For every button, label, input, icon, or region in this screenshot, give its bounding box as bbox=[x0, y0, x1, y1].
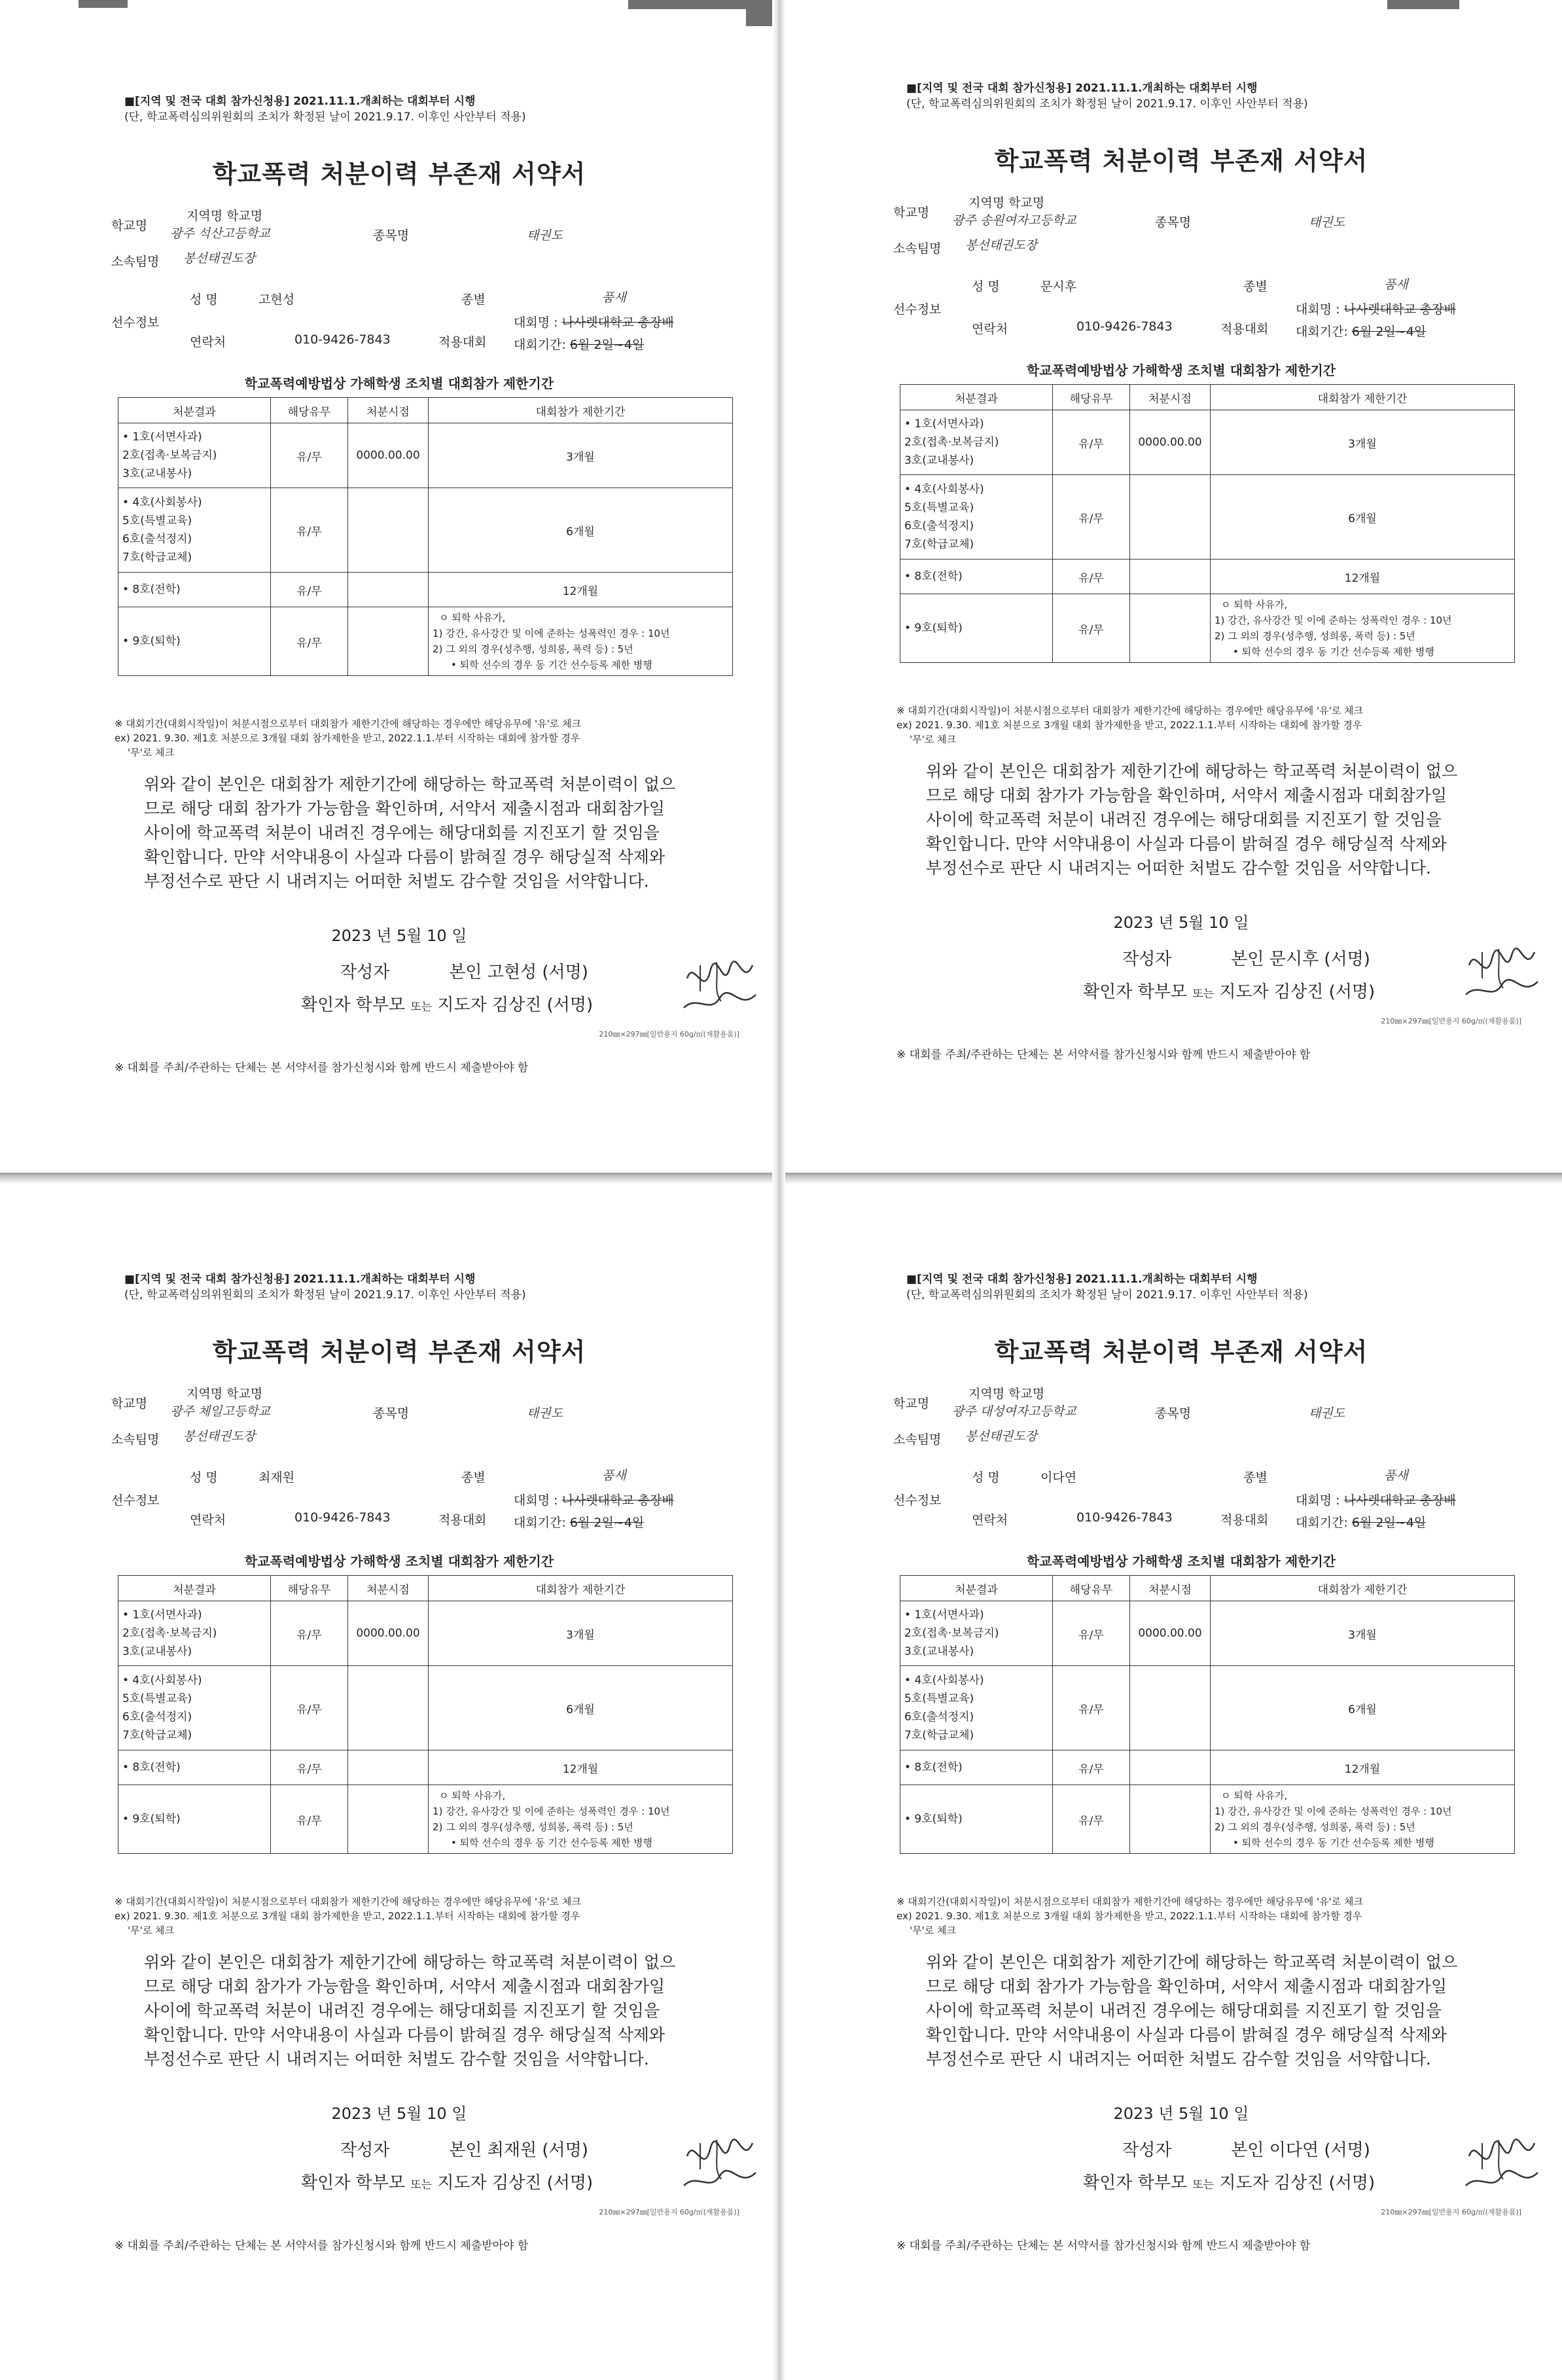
col-limit: 대회참가 제한기간 bbox=[1211, 1576, 1515, 1601]
contact-value: 010-9426-7843 bbox=[294, 1510, 391, 1525]
confirmer-line: 확인자 학부모 또는 지도자 김상진 (서명) bbox=[1083, 2173, 1376, 2193]
limit-cell: 6개월 bbox=[1211, 1666, 1515, 1750]
result-cell: • 8호(전학) bbox=[900, 1750, 1053, 1785]
time-cell bbox=[1130, 1666, 1211, 1750]
writer-line: 작성자 본인 이다연 (서명) bbox=[1122, 2140, 1370, 2160]
table-row bbox=[118, 1785, 733, 1854]
applicable-cell: 유/무 bbox=[1053, 559, 1130, 594]
name-value: 이다연 bbox=[1040, 1470, 1077, 1485]
contact-label: 연락처 bbox=[972, 322, 1008, 336]
note-line-3: '무'로 체크 bbox=[128, 1925, 174, 1936]
col-applicable: 해당유무 bbox=[1053, 1576, 1130, 1601]
limit-cell: ㅇ 퇴학 사유가, 1) 강간, 유사강간 및 이에 준하는 성폭력인 경우 : 10년 2) 그 외의 경우(성추행, 성희롱, 폭력 등) : 5년 • 퇴학 선수의 경우 동 기간 선수등록 제한 병행 bbox=[1211, 1785, 1515, 1854]
team-value: 봉선태권도장 bbox=[965, 1429, 1038, 1444]
footer-note: ※ 대회를 주최/주관하는 단체는 본 서약서를 참가신청시와 함께 반드시 제출받아야 함 bbox=[896, 2239, 1311, 2252]
time-cell bbox=[348, 573, 429, 607]
name-label: 성 명 bbox=[190, 1470, 218, 1485]
col-result: 처분결과 bbox=[118, 398, 271, 423]
name-label: 성 명 bbox=[972, 1470, 1000, 1485]
form-title: 학교폭력 처분이력 부존재 서약서 bbox=[994, 1338, 1368, 1366]
col-result: 처분결과 bbox=[900, 385, 1053, 410]
table-row bbox=[118, 573, 733, 607]
section-title: 학교폭력예방법상 가해학생 조치별 대회참가 제한기간 bbox=[244, 1554, 554, 1569]
sport-label: 종목명 bbox=[1155, 215, 1192, 230]
col-limit: 대회참가 제한기간 bbox=[429, 398, 733, 423]
sport-value: 태권도 bbox=[1309, 1406, 1345, 1421]
table-row bbox=[118, 488, 733, 573]
sport-label: 종목명 bbox=[373, 228, 410, 243]
limit-cell: 12개월 bbox=[1211, 559, 1515, 594]
table-row bbox=[900, 475, 1515, 559]
school-label: 학교명 bbox=[111, 1396, 148, 1411]
signature-scribble bbox=[681, 952, 759, 1018]
writer-line: 작성자 본인 최재원 (서명) bbox=[340, 2140, 588, 2160]
note bbox=[115, 717, 756, 760]
notice-line-1: ■[지역 및 전국 대회 참가신청용] 2021.11.1.개최하는 대회부터 시행 bbox=[124, 95, 476, 108]
sport-value: 태권도 bbox=[1309, 215, 1345, 230]
note bbox=[896, 1894, 1538, 1938]
result-cell: • 9호(퇴학) bbox=[900, 1785, 1053, 1854]
result-cell: • 4호(사회봉사) 5호(특별교육) 6호(출석정지) 7호(학급교체) bbox=[900, 475, 1053, 559]
result-cell: • 9호(퇴학) bbox=[900, 594, 1053, 663]
writer-line: 작성자 본인 문시후 (서명) bbox=[1122, 950, 1370, 969]
limit-cell: 3개월 bbox=[429, 423, 733, 488]
result-cell: • 8호(전학) bbox=[118, 573, 271, 607]
signature-scribble bbox=[1463, 939, 1541, 1004]
info-section bbox=[815, 190, 1548, 353]
note-line-2: ex) 2021. 9.30. 제1호 처분으로 3개월 대회 참가제한을 받고, 2022.1.1.부터 시작하는 대회에 참가할 경우 bbox=[896, 1910, 1362, 1922]
team-value: 봉선태권도장 bbox=[183, 1429, 256, 1444]
applied-competition-label: 적용대회 bbox=[438, 1513, 487, 1527]
note-line-3: '무'로 체크 bbox=[128, 747, 174, 758]
applicable-cell: 유/무 bbox=[271, 1785, 348, 1854]
note-line-2: ex) 2021. 9.30. 제1호 처분으로 3개월 대회 참가제한을 받고, 2022.1.1.부터 시작하는 대회에 참가할 경우 bbox=[896, 719, 1362, 731]
time-cell bbox=[348, 1785, 429, 1854]
form-title: 학교폭력 처분이력 부존재 서약서 bbox=[212, 160, 586, 188]
name-value: 고현성 bbox=[258, 293, 295, 307]
contact-value: 010-9426-7843 bbox=[1076, 1510, 1173, 1525]
competition-period: 대회기간: 6월 2일~4일 bbox=[1296, 1516, 1427, 1530]
table-row bbox=[118, 1750, 733, 1785]
col-applicable: 해당유무 bbox=[1053, 385, 1130, 410]
limit-cell: 12개월 bbox=[429, 573, 733, 607]
limit-cell: 6개월 bbox=[1211, 475, 1515, 559]
notice-line-1: ■[지역 및 전국 대회 참가신청용] 2021.11.1.개최하는 대회부터 시행 bbox=[124, 1273, 476, 1286]
col-limit: 대회참가 제한기간 bbox=[1211, 385, 1515, 410]
col-time: 처분시점 bbox=[1130, 1576, 1211, 1601]
weight-value: 품새 bbox=[602, 1468, 626, 1483]
note bbox=[896, 703, 1538, 747]
applied-competition-label: 적용대회 bbox=[1220, 322, 1269, 336]
region-school-label: 지역명 학교명 bbox=[186, 1387, 263, 1401]
limit-cell: 6개월 bbox=[429, 1666, 733, 1750]
applied-competition-label: 적용대회 bbox=[438, 335, 487, 349]
pledge-date: 2023 년 5월 10 일 bbox=[1113, 914, 1249, 932]
athlete-info-label: 선수정보 bbox=[893, 302, 942, 317]
weight-label: 종별 bbox=[461, 1470, 486, 1485]
table-row bbox=[900, 1666, 1515, 1750]
competition-name: 대회명 : 나사렛대학교 총장배 bbox=[1296, 302, 1456, 317]
time-cell bbox=[348, 607, 429, 676]
sport-label: 종목명 bbox=[1155, 1406, 1192, 1421]
name-label: 성 명 bbox=[190, 293, 218, 307]
paper-spec: 210㎜×297㎜[일반용지 60g/㎡(재활용품)] bbox=[599, 2208, 739, 2216]
limit-cell: 12개월 bbox=[1211, 1750, 1515, 1785]
athlete-info-label: 선수정보 bbox=[111, 1493, 160, 1508]
confirmer-line: 확인자 학부모 또는 지도자 김상진 (서명) bbox=[1083, 982, 1376, 1002]
notice bbox=[124, 1271, 526, 1303]
table-row bbox=[118, 423, 733, 488]
result-cell: • 1호(서면사과) 2호(접촉·보복금지) 3호(교내봉사) bbox=[900, 1601, 1053, 1666]
notice-line-1: ■[지역 및 전국 대회 참가신청용] 2021.11.1.개최하는 대회부터 시행 bbox=[906, 82, 1258, 95]
note-line-3: '무'로 체크 bbox=[910, 734, 956, 745]
table-row bbox=[900, 1750, 1515, 1785]
school-value: 광주 대성여자고등학교 bbox=[952, 1404, 1076, 1419]
pledge-date: 2023 년 5월 10 일 bbox=[331, 927, 467, 945]
applicable-cell: 유/무 bbox=[271, 1601, 348, 1666]
team-label: 소속팀명 bbox=[111, 1432, 160, 1447]
paper-spec: 210㎜×297㎜[일반용지 60g/㎡(재활용품)] bbox=[1381, 1017, 1521, 1025]
applicable-cell: 유/무 bbox=[1053, 594, 1130, 663]
time-cell bbox=[1130, 594, 1211, 663]
info-section bbox=[33, 1381, 766, 1544]
table-row bbox=[900, 559, 1515, 594]
sport-value: 태권도 bbox=[527, 228, 563, 243]
name-value: 문시후 bbox=[1040, 279, 1077, 294]
applicable-cell: 유/무 bbox=[1053, 410, 1130, 475]
table-row bbox=[118, 1666, 733, 1750]
weight-value: 품새 bbox=[1384, 1468, 1408, 1483]
note-line-3: '무'로 체크 bbox=[910, 1925, 956, 1936]
confirmer-line: 확인자 학부모 또는 지도자 김상진 (서명) bbox=[301, 995, 594, 1015]
result-cell: • 9호(퇴학) bbox=[118, 1785, 271, 1854]
name-label: 성 명 bbox=[972, 279, 1000, 294]
school-label: 학교명 bbox=[111, 219, 148, 233]
restriction-table bbox=[900, 1575, 1515, 1854]
col-applicable: 해당유무 bbox=[271, 398, 348, 423]
region-school-label: 지역명 학교명 bbox=[968, 1387, 1045, 1401]
writer-line: 작성자 본인 고현성 (서명) bbox=[340, 963, 588, 982]
school-label: 학교명 bbox=[893, 205, 930, 220]
note-line-1: ※ 대회기간(대회시작일)이 처분시점으로부터 대회참가 제한기간에 해당하는 경우에만 해당유무에 '유'로 체크 bbox=[896, 705, 1363, 717]
pledge-text: 위와 같이 본인은 대회참가 제한기간에 해당하는 학교폭력 처분이력이 없으 므로 해당 대회 참가가 가능함을 확인하며, 서약서 제출시점과 대회참가일 사이에 학교폭력 처분이 내려진 경우에는 해당대회를 지진포기 할 것임을 확인합니다. 만약 서약내용이 사실과 다름이 밝혀질 경우 해당실적 삭제와 부정선수로 판단 시 내려지는 어떠한 처벌도 감수할 것임을 서약합니다. bbox=[926, 1953, 1458, 2069]
note-line-1: ※ 대회기간(대회시작일)이 처분시점으로부터 대회참가 제한기간에 해당하는 경우에만 해당유무에 '유'로 체크 bbox=[115, 1896, 581, 1908]
note-line-2: ex) 2021. 9.30. 제1호 처분으로 3개월 대회 참가제한을 받고, 2022.1.1.부터 시작하는 대회에 참가할 경우 bbox=[115, 732, 580, 744]
weight-label: 종별 bbox=[461, 293, 486, 307]
result-cell: • 4호(사회봉사) 5호(특별교육) 6호(출석정지) 7호(학급교체) bbox=[118, 488, 271, 573]
paper-spec: 210㎜×297㎜[일반용지 60g/㎡(재활용품)] bbox=[599, 1030, 739, 1039]
time-cell bbox=[1130, 475, 1211, 559]
col-result: 처분결과 bbox=[900, 1576, 1053, 1601]
contact-label: 연락처 bbox=[190, 335, 226, 349]
applied-competition-label: 적용대회 bbox=[1220, 1513, 1269, 1527]
competition-name: 대회명 : 나사렛대학교 총장배 bbox=[514, 315, 674, 330]
limit-cell: 12개월 bbox=[429, 1750, 733, 1785]
region-school-label: 지역명 학교명 bbox=[968, 196, 1045, 210]
contact-label: 연락처 bbox=[190, 1513, 226, 1527]
table-row bbox=[900, 1785, 1515, 1854]
limit-cell: 6개월 bbox=[429, 488, 733, 573]
limit-cell: 3개월 bbox=[1211, 410, 1515, 475]
pledge-form-3 bbox=[33, 1194, 766, 2346]
school-value: 광주 석산고등학교 bbox=[170, 226, 270, 241]
competition-period: 대회기간: 6월 2일~4일 bbox=[514, 1516, 645, 1530]
team-value: 봉선태권도장 bbox=[183, 251, 256, 266]
school-value: 광주 송원여자고등학교 bbox=[952, 213, 1076, 228]
pledge-form-4 bbox=[815, 1194, 1548, 2346]
col-applicable: 해당유무 bbox=[271, 1576, 348, 1601]
result-cell: • 8호(전학) bbox=[118, 1750, 271, 1785]
notice bbox=[906, 80, 1308, 112]
limit-cell: ㅇ 퇴학 사유가, 1) 강간, 유사강간 및 이에 준하는 성폭력인 경우 : 10년 2) 그 외의 경우(성추행, 성희롱, 폭력 등) : 5년 • 퇴학 선수의 경우 동 기간 선수등록 제한 병행 bbox=[1211, 594, 1515, 663]
page-divider-vertical bbox=[772, 0, 785, 2380]
team-label: 소속팀명 bbox=[893, 241, 942, 256]
name-value: 최재원 bbox=[258, 1470, 295, 1485]
applicable-cell: 유/무 bbox=[1053, 475, 1130, 559]
pledge-date: 2023 년 5월 10 일 bbox=[1113, 2105, 1249, 2123]
limit-cell: ㅇ 퇴학 사유가, 1) 강간, 유사강간 및 이에 준하는 성폭력인 경우 : 10년 2) 그 외의 경우(성추행, 성희롱, 폭력 등) : 5년 • 퇴학 선수의 경우 동 기간 선수등록 제한 병행 bbox=[429, 607, 733, 676]
time-cell bbox=[348, 1750, 429, 1785]
table-row bbox=[118, 1601, 733, 1666]
weight-value: 품새 bbox=[1384, 277, 1408, 292]
note-line-1: ※ 대회기간(대회시작일)이 처분시점으로부터 대회참가 제한기간에 해당하는 경우에만 해당유무에 '유'로 체크 bbox=[115, 718, 581, 730]
time-cell: 0000.00.00 bbox=[348, 1601, 429, 1666]
time-cell bbox=[348, 488, 429, 573]
school-label: 학교명 bbox=[893, 1396, 930, 1411]
notice-line-2: (단, 학교폭력심의위원회의 조치가 확정된 날이 2021.9.17. 이후인 사안부터 적용) bbox=[906, 1288, 1308, 1302]
time-cell: 0000.00.00 bbox=[1130, 1601, 1211, 1666]
pledge-text: 위와 같이 본인은 대회참가 제한기간에 해당하는 학교폭력 처분이력이 없으 므로 해당 대회 참가가 가능함을 확인하며, 서약서 제출시점과 대회참가일 사이에 학교폭력 처분이 내려진 경우에는 해당대회를 지진포기 할 것임을 확인합니다. 만약 서약내용이 사실과 다름이 밝혀질 경우 해당실적 삭제와 부정선수로 판단 시 내려지는 어떠한 처벌도 감수할 것임을 서약합니다. bbox=[144, 1953, 676, 2069]
limit-cell: ㅇ 퇴학 사유가, 1) 강간, 유사강간 및 이에 준하는 성폭력인 경우 : 10년 2) 그 외의 경우(성추행, 성희롱, 폭력 등) : 5년 • 퇴학 선수의 경우 동 기간 선수등록 제한 병행 bbox=[429, 1785, 733, 1854]
applicable-cell: 유/무 bbox=[1053, 1750, 1130, 1785]
time-cell bbox=[1130, 1785, 1211, 1854]
result-cell: • 1호(서면사과) 2호(접촉·보복금지) 3호(교내봉사) bbox=[900, 410, 1053, 475]
time-cell bbox=[1130, 559, 1211, 594]
pledge-form-1 bbox=[33, 16, 766, 1168]
team-label: 소속팀명 bbox=[111, 255, 160, 269]
table-row bbox=[900, 410, 1515, 475]
form-title: 학교폭력 처분이력 부존재 서약서 bbox=[212, 1338, 586, 1366]
applicable-cell: 유/무 bbox=[271, 573, 348, 607]
weight-label: 종별 bbox=[1243, 279, 1268, 294]
time-cell bbox=[1130, 1750, 1211, 1785]
note bbox=[115, 1894, 756, 1938]
signature-scribble bbox=[1463, 2130, 1541, 2195]
section-title: 학교폭력예방법상 가해학생 조치별 대회참가 제한기간 bbox=[1026, 363, 1336, 378]
notice-line-1: ■[지역 및 전국 대회 참가신청용] 2021.11.1.개최하는 대회부터 시행 bbox=[906, 1273, 1258, 1286]
pledge-text: 위와 같이 본인은 대회참가 제한기간에 해당하는 학교폭력 처분이력이 없으 므로 해당 대회 참가가 가능함을 확인하며, 서약서 제출시점과 대회참가일 사이에 학교폭력 처분이 내려진 경우에는 해당대회를 지진포기 할 것임을 확인합니다. 만약 서약내용이 사실과 다름이 밝혀질 경우 해당실적 삭제와 부정선수로 판단 시 내려지는 어떠한 처벌도 감수할 것임을 서약합니다. bbox=[144, 775, 676, 891]
applicable-cell: 유/무 bbox=[271, 423, 348, 488]
notice bbox=[906, 1271, 1308, 1303]
paper-spec: 210㎜×297㎜[일반용지 60g/㎡(재활용품)] bbox=[1381, 2208, 1521, 2216]
contact-label: 연락처 bbox=[972, 1513, 1008, 1527]
applicable-cell: 유/무 bbox=[271, 1666, 348, 1750]
notice-line-2: (단, 학교폭력심의위원회의 조치가 확정된 날이 2021.9.17. 이후인 사안부터 적용) bbox=[124, 111, 526, 124]
restriction-table bbox=[900, 384, 1515, 663]
result-cell: • 4호(사회봉사) 5호(특별교육) 6호(출석정지) 7호(학급교체) bbox=[118, 1666, 271, 1750]
col-time: 처분시점 bbox=[1130, 385, 1211, 410]
applicable-cell: 유/무 bbox=[271, 1750, 348, 1785]
contact-value: 010-9426-7843 bbox=[1076, 319, 1173, 334]
notice bbox=[124, 94, 526, 125]
sport-value: 태권도 bbox=[527, 1406, 563, 1421]
pledge-date: 2023 년 5월 10 일 bbox=[331, 2105, 467, 2123]
info-section bbox=[33, 203, 766, 366]
footer-note: ※ 대회를 주최/주관하는 단체는 본 서약서를 참가신청시와 함께 반드시 제출받아야 함 bbox=[115, 1061, 529, 1075]
notice-line-2: (단, 학교폭력심의위원회의 조치가 확정된 날이 2021.9.17. 이후인 사안부터 적용) bbox=[124, 1288, 526, 1302]
team-label: 소속팀명 bbox=[893, 1432, 942, 1447]
result-cell: • 4호(사회봉사) 5호(특별교육) 6호(출석정지) 7호(학급교체) bbox=[900, 1666, 1053, 1750]
result-cell: • 1호(서면사과) 2호(접촉·보복금지) 3호(교내봉사) bbox=[118, 1601, 271, 1666]
result-cell: • 8호(전학) bbox=[900, 559, 1053, 594]
note-line-2: ex) 2021. 9.30. 제1호 처분으로 3개월 대회 참가제한을 받고, 2022.1.1.부터 시작하는 대회에 참가할 경우 bbox=[115, 1910, 580, 1922]
weight-label: 종별 bbox=[1243, 1470, 1268, 1485]
applicable-cell: 유/무 bbox=[1053, 1666, 1130, 1750]
time-cell: 0000.00.00 bbox=[1130, 410, 1211, 475]
competition-name: 대회명 : 나사렛대학교 총장배 bbox=[1296, 1493, 1456, 1508]
time-cell bbox=[348, 1666, 429, 1750]
section-title: 학교폭력예방법상 가해학생 조치별 대회참가 제한기간 bbox=[1026, 1554, 1336, 1569]
col-time: 처분시점 bbox=[348, 1576, 429, 1601]
limit-cell: 3개월 bbox=[1211, 1601, 1515, 1666]
school-value: 광주 체일고등학교 bbox=[170, 1404, 270, 1419]
col-result: 처분결과 bbox=[118, 1576, 271, 1601]
confirmer-line: 확인자 학부모 또는 지도자 김상진 (서명) bbox=[301, 2173, 594, 2193]
applicable-cell: 유/무 bbox=[1053, 1785, 1130, 1854]
applicable-cell: 유/무 bbox=[1053, 1601, 1130, 1666]
table-row bbox=[900, 594, 1515, 663]
signature-scribble bbox=[681, 2130, 759, 2195]
pledge-form-2 bbox=[815, 3, 1548, 1155]
limit-cell: 3개월 bbox=[429, 1601, 733, 1666]
info-section bbox=[815, 1381, 1548, 1544]
applicable-cell: 유/무 bbox=[271, 488, 348, 573]
sport-label: 종목명 bbox=[373, 1406, 410, 1421]
result-cell: • 1호(서면사과) 2호(접촉·보복금지) 3호(교내봉사) bbox=[118, 423, 271, 488]
restriction-table bbox=[118, 1575, 733, 1854]
section-title: 학교폭력예방법상 가해학생 조치별 대회참가 제한기간 bbox=[244, 376, 554, 391]
team-value: 봉선태권도장 bbox=[965, 238, 1038, 253]
competition-name: 대회명 : 나사렛대학교 총장배 bbox=[514, 1493, 674, 1508]
time-cell: 0000.00.00 bbox=[348, 423, 429, 488]
form-title: 학교폭력 처분이력 부존재 서약서 bbox=[994, 147, 1368, 175]
table-row bbox=[900, 1601, 1515, 1666]
competition-period: 대회기간: 6월 2일~4일 bbox=[514, 338, 645, 352]
note-line-1: ※ 대회기간(대회시작일)이 처분시점으로부터 대회참가 제한기간에 해당하는 경우에만 해당유무에 '유'로 체크 bbox=[896, 1896, 1363, 1908]
athlete-info-label: 선수정보 bbox=[893, 1493, 942, 1508]
col-limit: 대회참가 제한기간 bbox=[429, 1576, 733, 1601]
weight-value: 품새 bbox=[602, 291, 626, 305]
result-cell: • 9호(퇴학) bbox=[118, 607, 271, 676]
region-school-label: 지역명 학교명 bbox=[186, 209, 263, 223]
notice-line-2: (단, 학교폭력심의위원회의 조치가 확정된 날이 2021.9.17. 이후인 사안부터 적용) bbox=[906, 98, 1308, 111]
footer-note: ※ 대회를 주최/주관하는 단체는 본 서약서를 참가신청시와 함께 반드시 제출받아야 함 bbox=[896, 1048, 1311, 1061]
footer-note: ※ 대회를 주최/주관하는 단체는 본 서약서를 참가신청시와 함께 반드시 제출받아야 함 bbox=[115, 2239, 529, 2252]
athlete-info-label: 선수정보 bbox=[111, 315, 160, 330]
col-time: 처분시점 bbox=[348, 398, 429, 423]
applicable-cell: 유/무 bbox=[271, 607, 348, 676]
pledge-text: 위와 같이 본인은 대회참가 제한기간에 해당하는 학교폭력 처분이력이 없으 므로 해당 대회 참가가 가능함을 확인하며, 서약서 제출시점과 대회참가일 사이에 학교폭력 처분이 내려진 경우에는 해당대회를 지진포기 할 것임을 확인합니다. 만약 서약내용이 사실과 다름이 밝혀질 경우 해당실적 삭제와 부정선수로 판단 시 내려지는 어떠한 처벌도 감수할 것임을 서약합니다. bbox=[926, 762, 1458, 878]
table-row bbox=[118, 607, 733, 676]
restriction-table bbox=[118, 397, 733, 676]
competition-period: 대회기간: 6월 2일~4일 bbox=[1296, 325, 1427, 339]
contact-value: 010-9426-7843 bbox=[294, 332, 391, 347]
